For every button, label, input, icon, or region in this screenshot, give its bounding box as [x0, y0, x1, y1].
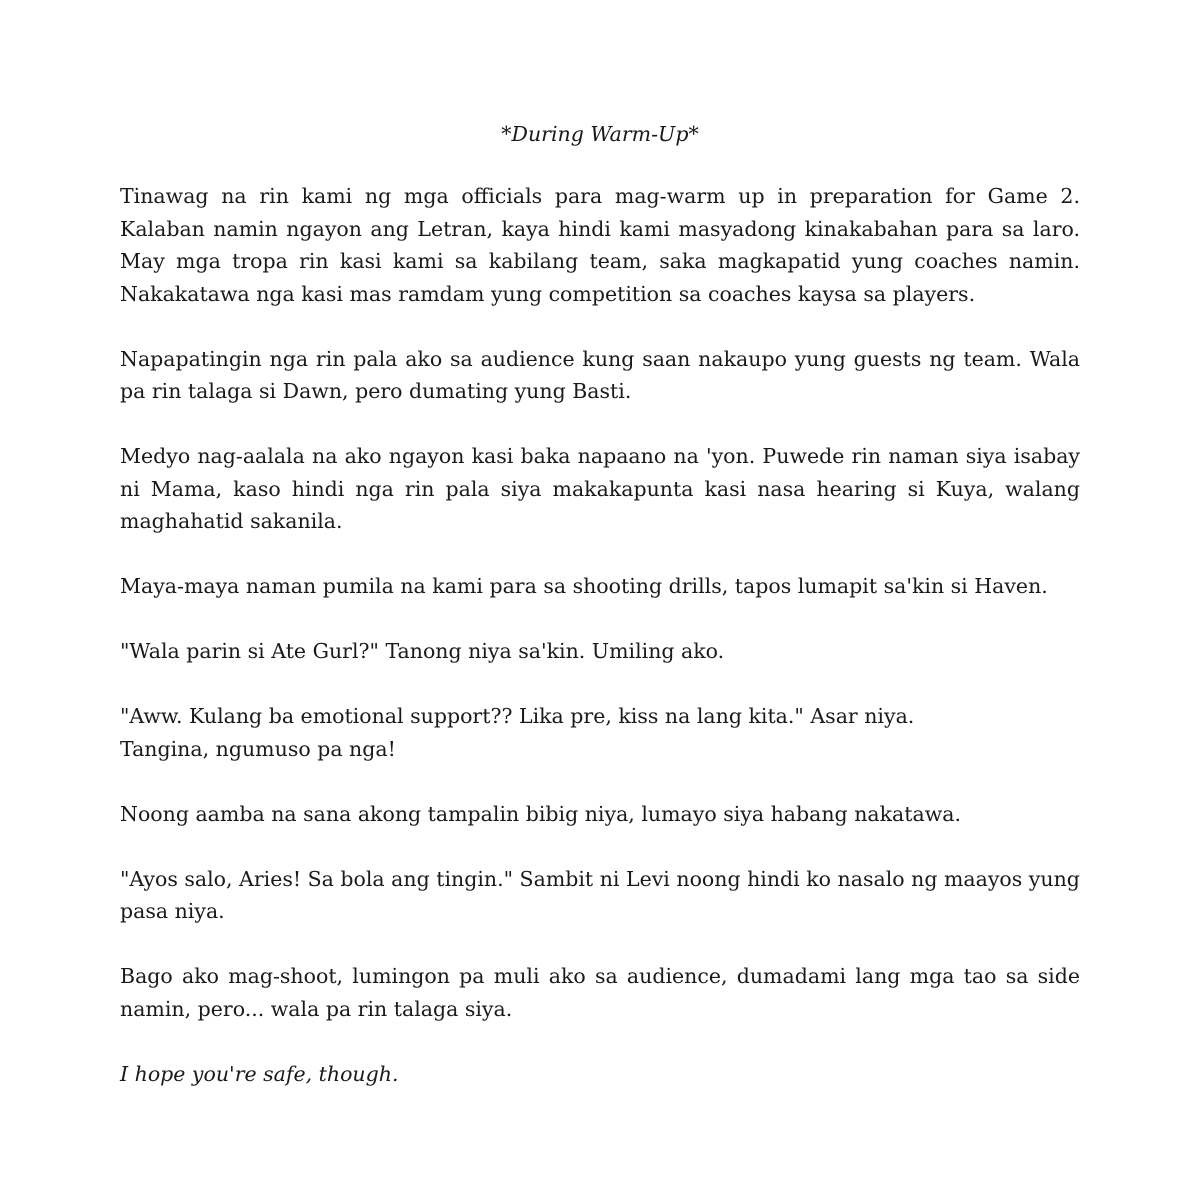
paragraph-haven-tease	[120, 700, 1080, 765]
paragraph-shooting-drills: Maya-maya naman pumila na kami para sa shooting drills, tapos lumapit sa'kin si Haven.	[120, 574, 1048, 598]
dialogue-line: "Aww. Kulang ba emotional support?? Lika pre, kiss na lang kita." Asar niya.	[120, 704, 915, 728]
paragraph-audience: Napapatingin nga rin pala ako sa audience kung saan nakaupo yung guests ng team. Wala pa rin talaga si Dawn, pero dumating yung Basti.	[120, 346, 1080, 403]
paragraph-haven-question: "Wala parin si Ate Gurl?" Tanong niya sa'kin. Umiling ako.	[120, 639, 725, 663]
paragraph-noong-aamba: Noong aamba na sana akong tampalin bibig niya, lumayo siya habang nakatawa.	[120, 801, 962, 826]
reaction-line: Tangina, ngumuso pa nga!	[120, 736, 396, 761]
closing-line: I hope you're safe, though.	[120, 1061, 399, 1086]
paragraph-before-shoot: Bago ako mag-shoot, lumingon pa muli ako sa audience, dumadami lang mga tao sa side namin, pero... wala pa rin talaga siya.	[120, 964, 1080, 1021]
paragraph-worry: Medyo nag-aalala na ako ngayon kasi baka napaano na 'yon. Puwede rin naman siya isabay ni Mama, kaso hindi nga rin pala siya makakapunta kasi nasa hearing si Kuya, walang maghahatid sakanila.	[120, 444, 1080, 533]
document-page	[120, 120, 1080, 1123]
section-heading: *During Warm-Up*	[501, 122, 699, 146]
paragraph-warm-up: Tinawag na rin kami ng mga officials para mag-warm up in preparation for Game 2. Kalaban namin ngayon ang Letran, kaya hindi kami masyadong kinakabahan para sa laro. May mga tropa rin kasi kami sa kabilang team, saka magkapatid yung coaches namin. Nakakatawa nga kasi mas ramdam yung competition sa coaches kaysa sa players.	[120, 184, 1080, 306]
paragraph-levi: "Ayos salo, Aries! Sa bola ang tingin." Sambit ni Levi noong hindi ko nasalo ng maayos yung pasa niya.	[120, 866, 1080, 923]
